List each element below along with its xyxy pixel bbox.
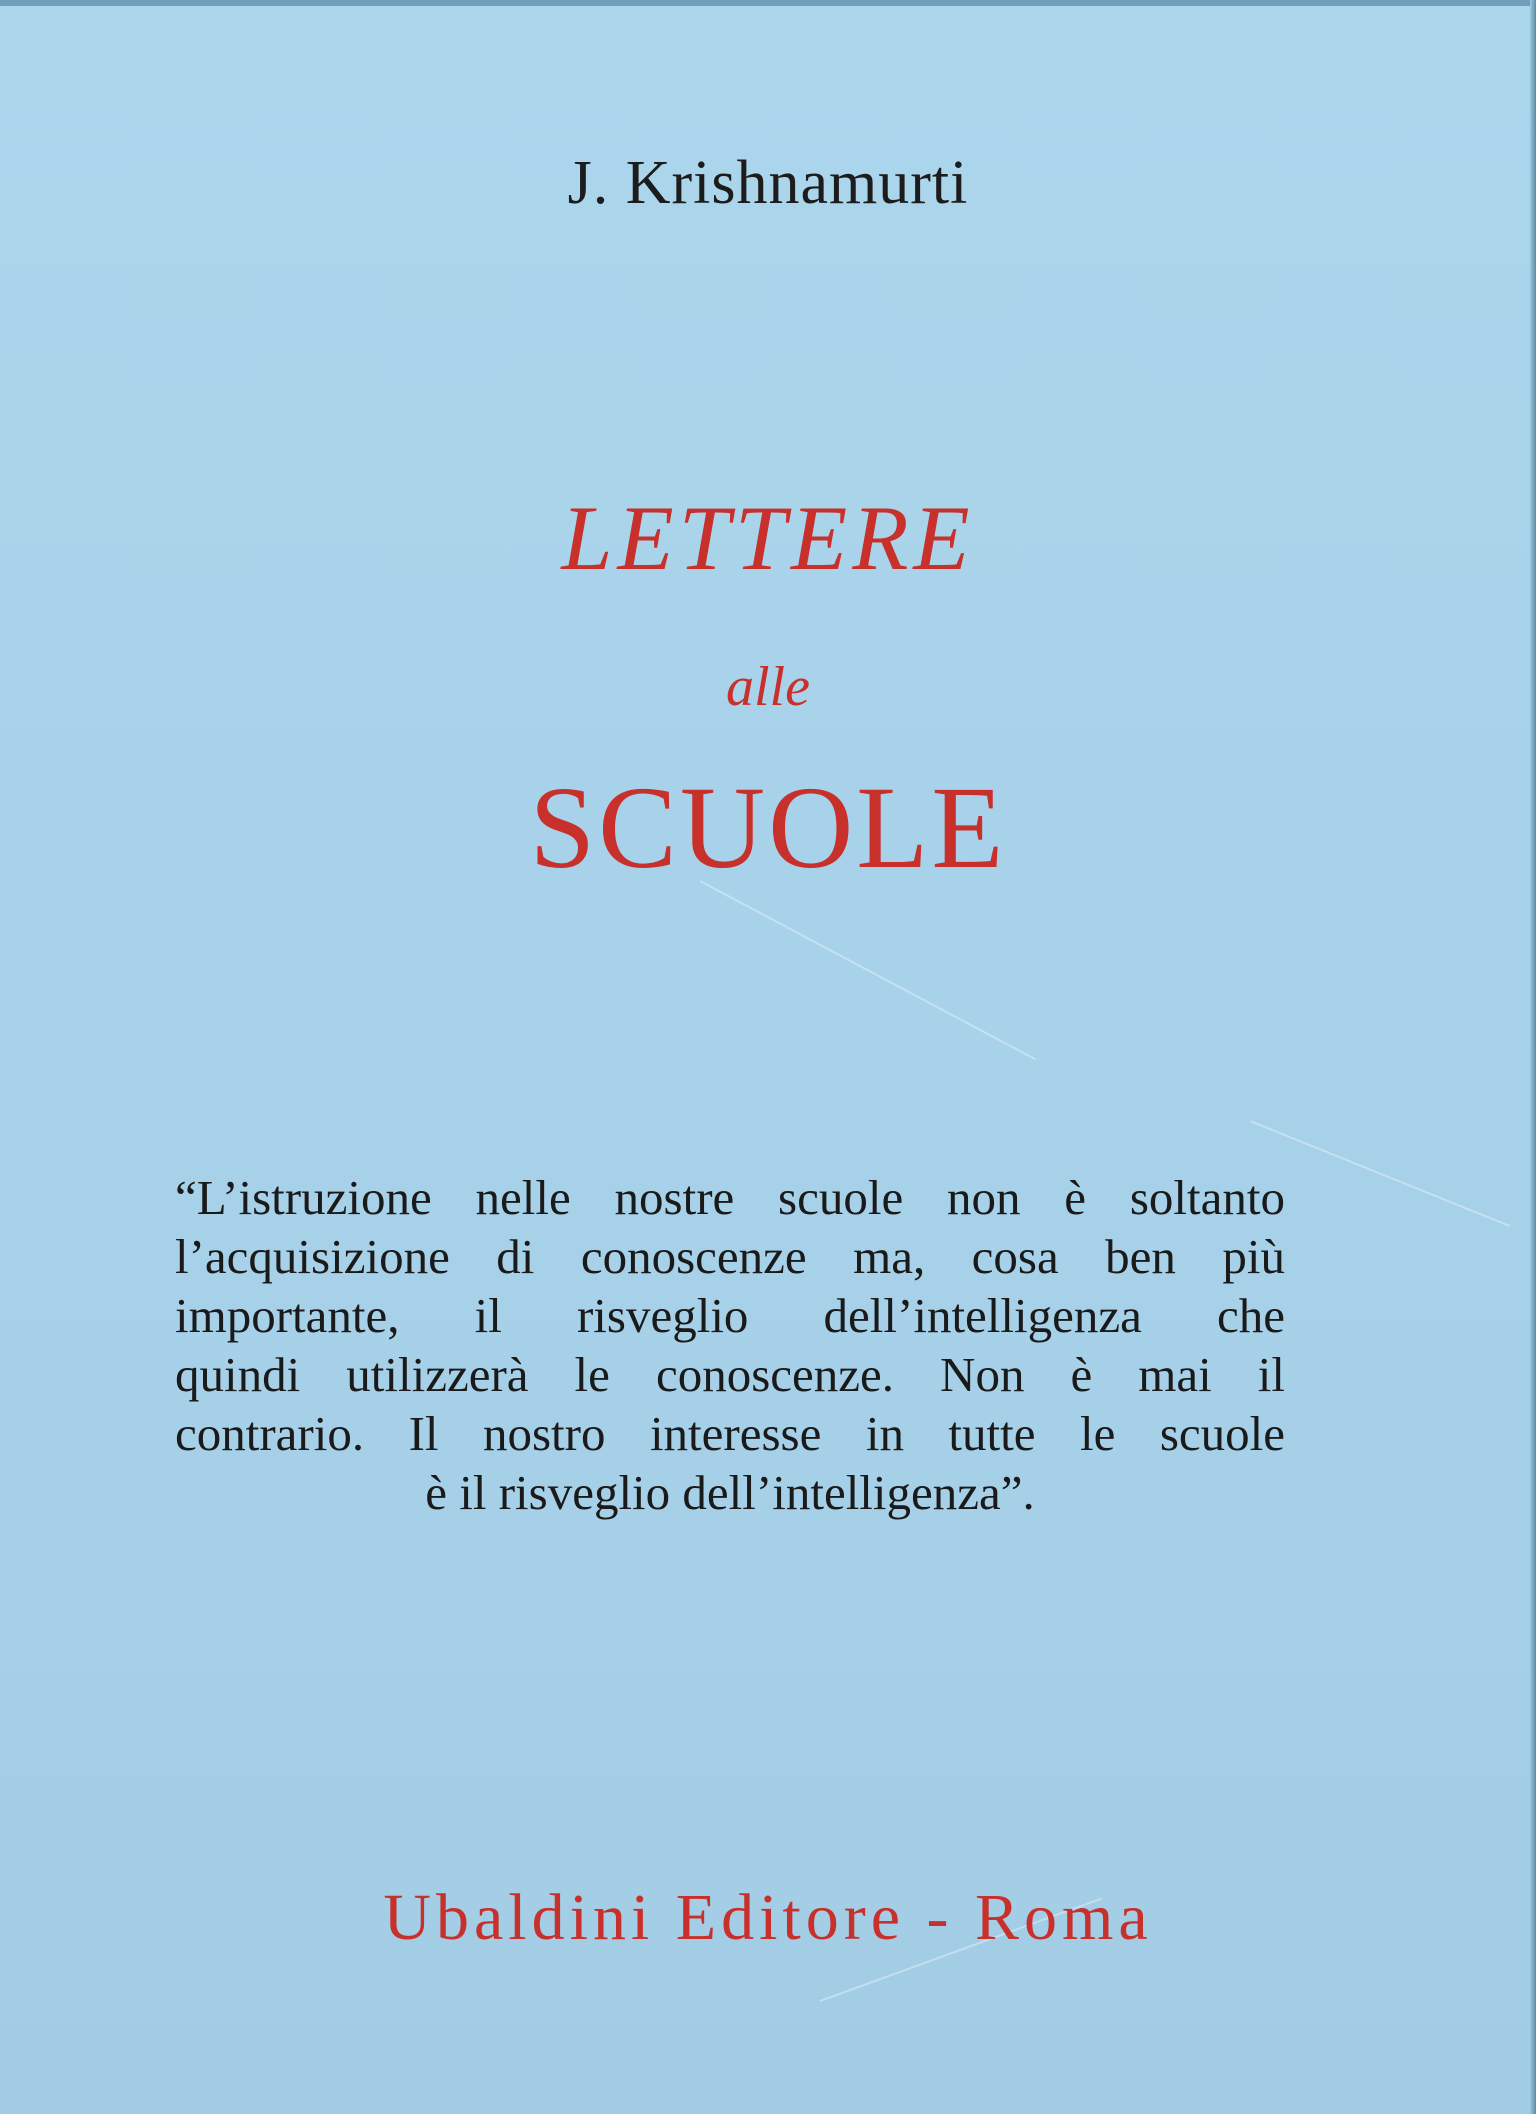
paper-crease <box>700 880 1036 1060</box>
quote-line: contrario. Il nostro interesse in tutte le scuole <box>175 1406 1285 1461</box>
title-line-lettere: LETTERE <box>561 487 975 589</box>
quote-line: quindi utilizzerà le conoscenze. Non è mai il <box>175 1347 1285 1402</box>
title-line-scuole: SCUOLE <box>529 762 1007 893</box>
paper-crease <box>1250 1120 1510 1227</box>
title-line-alle: alle <box>726 656 810 718</box>
quote-line: l’acquisizione di conoscenze ma, cosa ben più <box>175 1229 1285 1284</box>
cover-right-edge <box>1530 0 1536 2114</box>
cover-top-edge <box>0 0 1536 6</box>
cover-quote <box>175 1168 1285 1522</box>
author-name: J. Krishnamurti <box>567 149 969 217</box>
quote-line: “L’istruzione nelle nostre scuole non è soltanto <box>175 1170 1285 1225</box>
publisher-imprint: Ubaldini Editore - Roma <box>383 1881 1153 1954</box>
quote-line: importante, il risveglio dell’intelligenza che <box>175 1288 1285 1343</box>
quote-line: è il risveglio dell’intelligenza”. <box>425 1465 1035 1520</box>
